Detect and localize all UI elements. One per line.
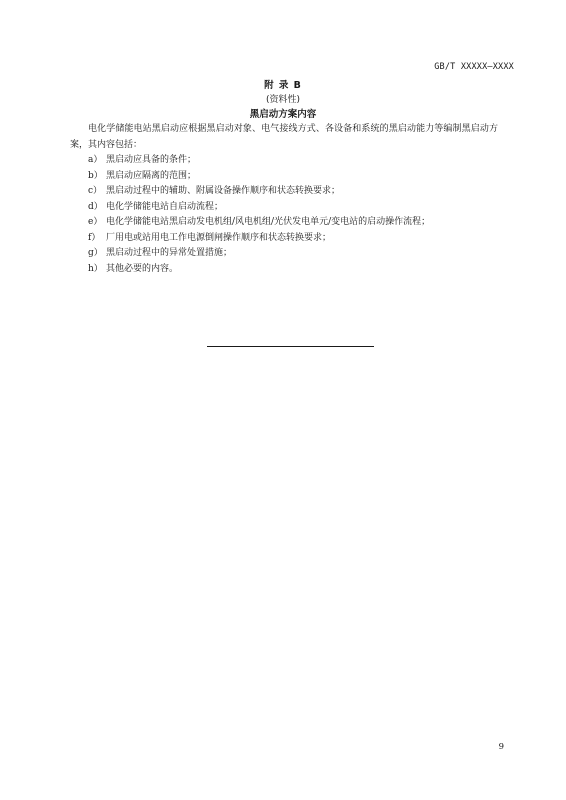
- appendix-heading: 黑启动方案内容: [249, 109, 317, 120]
- intro-paragraph: 电化学储能电站黑启动应根据黑启动对象、电气接线方式、各设备和系统的黑启动能力等编制黑启动方案，其内容包括：: [70, 124, 498, 150]
- body-text: [70, 122, 498, 277]
- page-number: 9: [498, 742, 504, 752]
- appendix-title: 附 录 B: [264, 80, 302, 91]
- list-item-text: 黑启动应隔离的范围；: [106, 170, 197, 181]
- list-item: [70, 231, 498, 247]
- content-list: [70, 153, 498, 277]
- list-item: [70, 262, 498, 278]
- list-marker: f）: [88, 232, 101, 243]
- list-marker: e）: [88, 217, 103, 227]
- list-item-text: 黑启动过程中的异常处置措施；: [106, 248, 233, 258]
- list-item: [70, 246, 498, 262]
- list-item-text: 电化学储能电站自启动流程；: [106, 201, 224, 212]
- list-item-text: 黑启动应具备的条件；: [106, 155, 197, 165]
- list-marker: g）: [88, 248, 103, 258]
- list-marker: a）: [88, 155, 103, 165]
- list-item: [70, 200, 498, 216]
- list-item: [70, 153, 498, 169]
- list-marker: d）: [88, 201, 103, 212]
- list-marker: b）: [88, 170, 103, 181]
- list-item-text: 厂用电或站用电工作电源倒闸操作顺序和状态转换要求；: [106, 232, 332, 243]
- list-item: [70, 169, 498, 185]
- list-item-text: 黑启动过程中的辅助、附属设备操作顺序和状态转换要求；: [106, 186, 341, 196]
- list-marker: h）: [88, 263, 103, 274]
- standard-code: GB/T XXXXX—XXXX: [434, 62, 514, 72]
- list-item-text: 其他必要的内容。: [106, 263, 179, 274]
- end-of-appendix-line: [207, 346, 374, 347]
- appendix-nature: (资料性): [265, 95, 301, 105]
- list-item-text: 电化学储能电站黑启动发电机组/风电机组/光伏发电单元/变电站的启动操作流程；: [106, 217, 431, 227]
- list-marker: c）: [88, 186, 103, 196]
- list-item: [70, 184, 498, 200]
- list-item: [70, 215, 498, 231]
